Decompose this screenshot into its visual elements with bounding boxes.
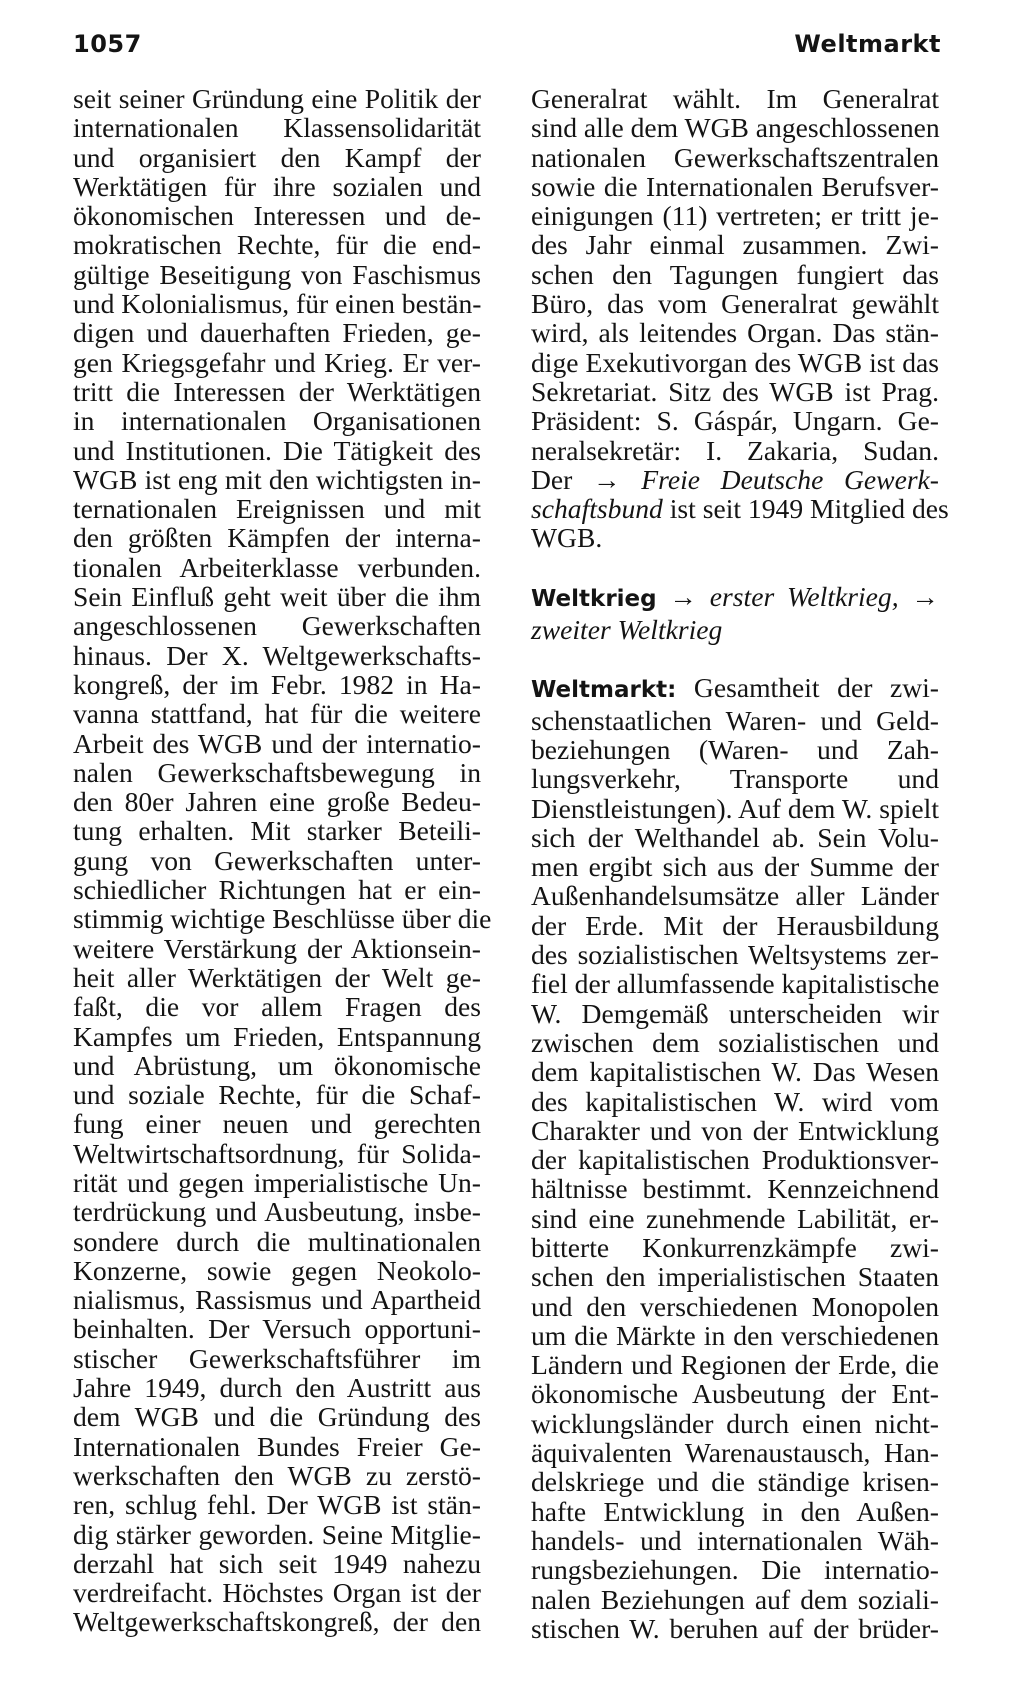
text-line: fung einer neuen und gerechten [73,1108,481,1140]
text-line: und organisiert den Kampf der [73,141,481,173]
text-line: sind eine zunehmende Labilität, er- [531,1202,939,1234]
arrow-icon: → [669,581,698,613]
text-line: und den verschiedenen Monopolen [531,1290,939,1322]
text-line: hafte Entwicklung in den Außen- [531,1495,939,1527]
text-line: schenstaatlichen Waren- und Geld- [531,704,939,736]
entry-wgb-continuation [531,84,939,465]
text-line: Generalrat wählt. Im Generalrat [531,83,939,114]
cross-reference: erster Weltkrieg, [697,581,912,613]
text-line: neralsekretär: I. Zakaria, Sudan. [531,434,939,466]
text-line: Kampfes um Frieden, Entspannung [73,1020,481,1052]
text-line: sowie die Internationalen Berufsver- [531,170,939,202]
text-line: sich der Welthandel ab. Sein Volu- [531,821,939,853]
text-line: der kapitalistischen Produktionsver- [531,1144,939,1176]
text-line: nalen Gewerkschaftsbewegung in [73,756,481,788]
text-line: in internationalen Organisationen [73,405,481,437]
text-line: wird, als leitendes Organ. Das stän- [531,317,939,349]
text-line: äquivalenten Warenaustausch, Han- [531,1437,939,1469]
text-line: rität und gegen imperialistische Un- [73,1166,481,1198]
text-line: und Institutionen. Die Tätigkeit des [73,434,481,466]
text-line: tung erhalten. Mit starker Beteili- [73,815,481,847]
text-line: terdrückung und Ausbeutung, insbe- [73,1196,481,1228]
text-line: den 80er Jahren eine große Bedeu- [73,786,481,818]
text-line: hältnisse bestimmt. Kennzeichnend [531,1173,939,1205]
text-line: faßt, die vor allem Fragen des [73,991,481,1023]
text-line: dige Exekutivorgan des WGB ist das [531,346,939,378]
text-line: Werktätigen für ihre sozialen und [73,170,481,202]
text-line: kongreß, der im Febr. 1982 in Ha- [73,668,481,700]
text-line: mokratischen Rechte, für die end- [73,229,481,261]
text-line: hinaus. Der X. Weltgewerkschafts- [73,639,481,671]
text-line: schen den Tagungen fungiert das [531,258,939,290]
text-line: dig stärker geworden. Seine Mitglie- [73,1518,481,1550]
text-line: lungsverkehr, Transporte und [531,763,939,795]
text-line: den größten Kämpfen der interna- [73,522,481,554]
text-line: werkschaften den WGB zu zerstö- [73,1459,481,1491]
text-line: sind alle dem WGB angeschlossenen [531,112,940,144]
text-line: ökonomischen Interessen und de- [73,200,481,232]
text-line: gültige Beseitigung von Faschismus [73,258,481,290]
entry-keyword: Weltkrieg [531,586,657,613]
entry-keyword: Weltmarkt: [531,677,677,704]
cross-reference: Freie Deutsche Gewerk- [620,463,939,495]
text-line: Arbeit des WGB und der internatio- [73,727,481,759]
text-line: dem kapitalistischen W. Das Wesen [531,1056,939,1088]
text-line: sondere durch die multinationalen [73,1225,481,1257]
running-title: Weltmarkt [794,30,941,58]
text-line: schiedlicher Richtungen hat er ein- [73,874,481,906]
text-line: Charakter und von der Entwicklung [531,1114,939,1146]
text-line: ren, schlug fehl. Der WGB ist stän- [73,1489,481,1521]
text-line: und soziale Rechte, für die Schaf- [73,1079,481,1111]
text-line: Dienstleistungen). Auf dem W. spielt [531,792,939,824]
text-line: der Erde. Mit der Herausbildung [531,909,939,941]
text-line: fiel der allumfassende kapitalistische [531,968,940,1000]
text-line: Weltgewerkschaftskongreß, der den [73,1606,481,1638]
text-line: men ergibt sich aus der Summe der [531,851,939,883]
right-column [531,83,949,1644]
text-line: heit aller Werktätigen der Welt ge- [73,961,481,993]
cross-reference: zweiter Weltkrieg [531,613,723,645]
left-column [73,83,492,1638]
text-line: delskriege und die ständige krisen- [531,1466,939,1498]
text-line: Sein Einfluß geht weit über die ihm [73,581,481,613]
text-line: dem WGB und die Gründung des [73,1401,481,1433]
text-line: derzahl hat sich seit 1949 nahezu [73,1547,481,1579]
arrow-icon: → [911,581,939,613]
text-line: schaftsbund ist seit 1949 Mitglied des [531,493,949,525]
text-line: zwischen dem sozialistischen und [531,1026,939,1058]
text-line: verdreifacht. Höchstes Organ ist der [73,1577,481,1609]
text-line: stischen W. beruhen auf der brüder- [531,1612,939,1644]
text-line: beinhalten. Der Versuch opportuni- [73,1313,481,1345]
text-line: angeschlossenen Gewerkschaften [73,610,481,642]
text-line: um die Märkte in den verschiedenen [531,1319,939,1351]
text-line: WGB ist eng mit den wichtigsten in- [73,463,481,495]
text-line: Außenhandelsumsätze aller Länder [531,880,939,912]
text-line: ökonomische Ausbeutung der Ent- [531,1378,939,1410]
text-line: Sekretariat. Sitz des WGB ist Prag. [531,375,939,407]
text-line: nalen Beziehungen auf dem soziali- [531,1583,939,1615]
text-line: des Jahr einmal zusammen. Zwi- [531,229,939,261]
text-line: ternationalen Ereignissen und mit [73,493,481,525]
text-line: tritt die Interessen der Werktätigen [73,375,481,407]
text-line: digen und dauerhaften Frieden, ge- [73,317,481,349]
entry-weltkrieg [531,582,939,644]
text-line: internationalen Klassensolidarität [73,112,481,144]
text-line: gung von Gewerkschaften unter- [73,844,481,876]
text-line: gen Kriegsgefahr und Krieg. Er ver- [73,346,481,378]
text-line: bitterte Konkurrenzkämpfe zwi- [531,1231,939,1263]
text-line: W. Demgemäß unterscheiden wir [531,997,939,1029]
text-line: Konzerne, sowie gegen Neokolo- [73,1254,481,1286]
cross-reference: schaftsbund [531,493,663,525]
text-line: stimmig wichtige Beschlüsse über die [73,903,492,935]
text-line: Internationalen Bundes Freier Ge- [73,1430,481,1462]
text-line: tionalen Arbeiterklasse verbunden. [73,551,481,583]
text-line: wicklungsländer durch einen nicht- [531,1407,939,1439]
text-line: seit seiner Gründung eine Politik der [73,83,481,114]
text-line: Präsident: S. Gáspár, Ungarn. Ge- [531,405,939,437]
text-line: schen den imperialistischen Staaten [531,1261,939,1293]
text-line: des sozialistischen Weltsystems zer- [531,939,939,971]
text-line: weitere Verstärkung der Aktionsein- [73,932,481,964]
text-line: nationalen Gewerkschaftszentralen [531,141,939,173]
text-line: beziehungen (Waren- und Zah- [531,733,939,765]
text-line: Weltwirtschaftsordnung, für Solida- [73,1137,481,1169]
entry-body [531,706,939,1644]
arrow-icon: → [593,463,621,495]
text-line: Büro, das vom Generalrat gewählt [531,288,939,320]
entry-weltmarkt [531,673,939,1643]
text-line: und Kolonialismus, für einen bestän- [73,288,482,320]
text-line: und Abrüstung, um ökonomische [73,1049,481,1081]
text-line: nialismus, Rassismus und Apartheid [73,1284,481,1316]
text-line [531,582,939,614]
text-line: Ländern und Regionen der Erde, die [531,1349,939,1381]
text-line: Der → Freie Deutsche Gewerk- [531,463,939,495]
text-line: Weltmarkt: Gesamtheit der zwi- [531,672,939,704]
text-line: des kapitalistischen W. wird vom [531,1085,939,1117]
text-line: Jahre 1949, durch den Austritt aus [73,1372,481,1404]
text-line: rungsbeziehungen. Die internatio- [531,1554,939,1586]
text-line: vanna stattfand, hat für die weitere [73,698,481,730]
text-line: handels- und internationalen Wäh- [531,1524,939,1556]
text-line: stischer Gewerkschaftsführer im [73,1342,481,1374]
text-line: einigungen (11) vertreten; er tritt je- [531,200,939,232]
text-line: WGB. [531,522,603,554]
page-number: 1057 [73,30,142,58]
